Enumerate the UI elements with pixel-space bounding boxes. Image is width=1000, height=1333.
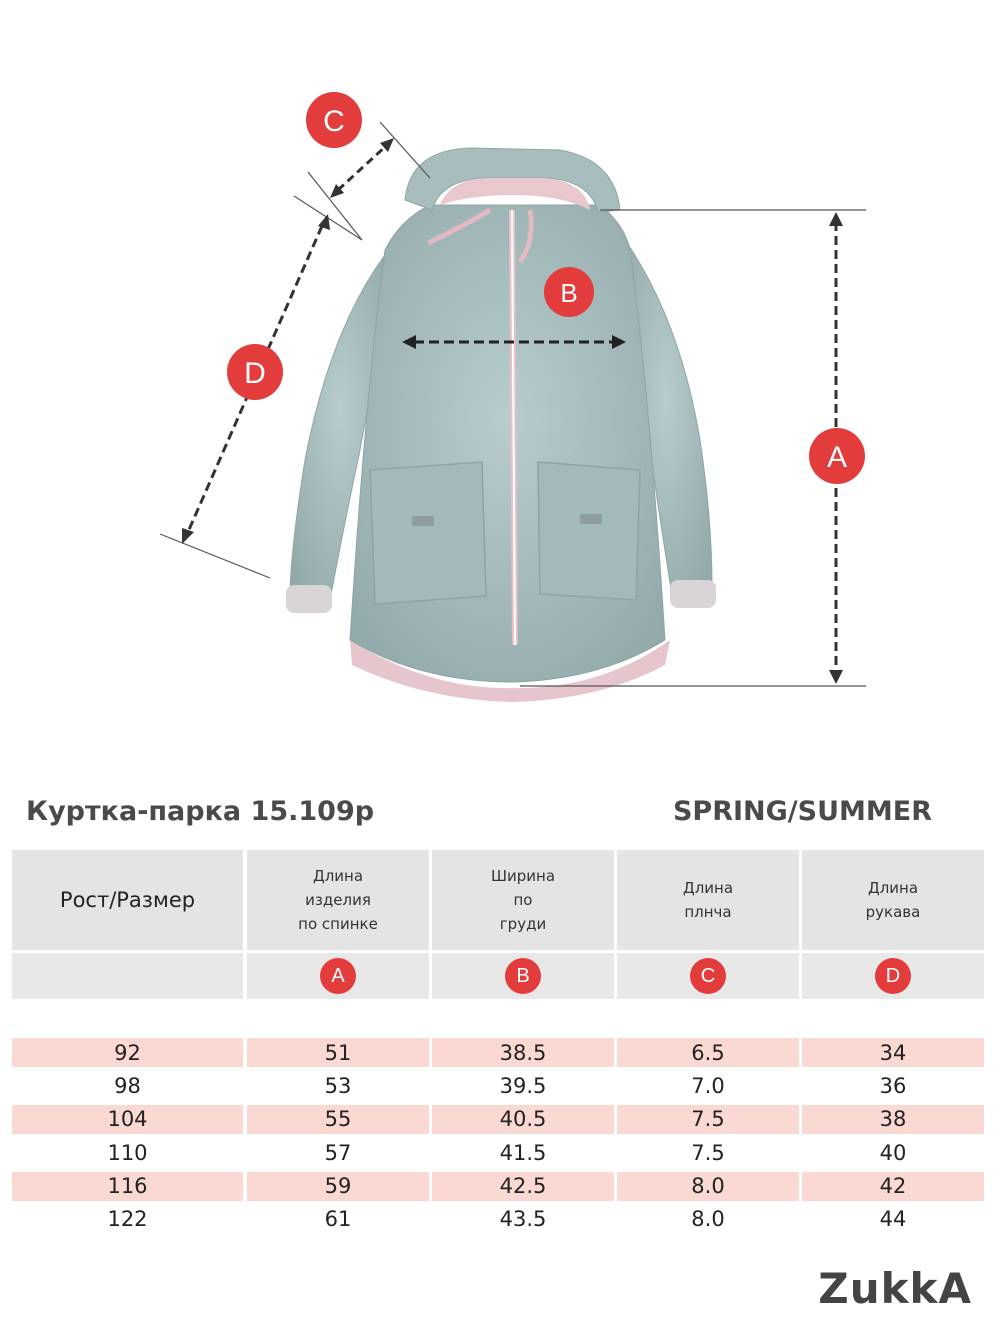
- guide-c-2: [308, 172, 362, 240]
- header-sleeve-length-line1: Длина: [867, 879, 919, 897]
- cell-chest-width: 38.5: [432, 1038, 614, 1067]
- header-chest-width-line3: груди: [499, 915, 547, 933]
- svg-text:B: B: [560, 278, 578, 308]
- badge-b: B: [505, 958, 541, 994]
- marker-d: [227, 344, 283, 400]
- table-row: [12, 1036, 984, 1069]
- cell-sleeve-length: 40: [879, 1140, 907, 1165]
- product-title: Куртка-парка 15.109р: [26, 796, 375, 827]
- cell-height: 116: [12, 1172, 243, 1201]
- cell-shoulder-length: 7.5: [691, 1140, 725, 1165]
- header-sleeve-length-line2: рукава: [865, 903, 921, 921]
- header-back-length-line1: Длина: [312, 867, 364, 885]
- header-chest-width: [432, 850, 614, 950]
- season-label: SPRING/SUMMER: [672, 796, 932, 827]
- table-row: [12, 1136, 984, 1169]
- table-marker-row: [12, 953, 984, 999]
- header-chest-width-line2: по: [513, 891, 533, 909]
- cell-sleeve-length: 42: [802, 1172, 984, 1201]
- cell-height: 122: [107, 1207, 148, 1232]
- cell-height: 92: [12, 1038, 243, 1067]
- cell-shoulder-length: 8.0: [617, 1172, 799, 1201]
- cell-back-length: 61: [324, 1207, 352, 1232]
- jacket-body: [350, 205, 665, 682]
- cell-shoulder-length: 8.0: [691, 1207, 725, 1232]
- header-back-length: [247, 850, 429, 950]
- table-row: [12, 1103, 984, 1136]
- cell-back-length: 59: [247, 1172, 429, 1201]
- cell-back-length: 55: [247, 1105, 429, 1134]
- marker-cell-c: [617, 953, 799, 999]
- header-shoulder-length: [617, 850, 799, 950]
- header-back-length-line2: изделия: [305, 891, 371, 909]
- marker-cell-empty: [12, 953, 243, 999]
- table-header-row: [12, 850, 984, 950]
- right-cuff: [670, 580, 716, 608]
- badge-a: A: [320, 958, 356, 994]
- marker-a: [809, 428, 865, 484]
- arrow-a-head-top: [829, 212, 843, 226]
- cell-back-length: 57: [324, 1140, 352, 1165]
- guide-d-2: [160, 534, 270, 578]
- svg-text:C: C: [323, 105, 345, 138]
- table-row: [12, 1203, 984, 1236]
- svg-text:D: D: [244, 357, 266, 390]
- arrow-a-head-bottom: [829, 670, 843, 684]
- arrow-d-head-bottom: [182, 528, 194, 544]
- header-shoulder-length-line1: Длина: [682, 879, 734, 897]
- cell-back-length: 51: [247, 1038, 429, 1067]
- cell-sleeve-length: 36: [879, 1073, 907, 1098]
- cell-shoulder-length: 7.0: [691, 1073, 725, 1098]
- right-pocket: [538, 462, 640, 600]
- svg-text:A: A: [826, 441, 848, 474]
- cell-chest-width: 40.5: [432, 1105, 614, 1134]
- header-back-length-line3: по спинке: [298, 915, 378, 933]
- cell-height: 98: [114, 1073, 141, 1098]
- right-pocket-tab: [580, 514, 602, 524]
- cell-sleeve-length: 34: [802, 1038, 984, 1067]
- left-pocket-tab: [412, 516, 434, 526]
- left-pocket: [370, 462, 486, 604]
- header-chest-width-line1: Ширина: [490, 867, 556, 885]
- cell-shoulder-length: 6.5: [617, 1038, 799, 1067]
- cell-sleeve-length: 38: [802, 1105, 984, 1134]
- header-height-size: Рост/Размер: [12, 850, 243, 950]
- marker-c: [306, 92, 362, 148]
- cell-shoulder-length: 7.5: [617, 1105, 799, 1134]
- header-shoulder-length-line2: плнча: [684, 903, 732, 921]
- table-row: [12, 1170, 984, 1203]
- cell-height: 110: [107, 1140, 148, 1165]
- marker-cell-b: [432, 953, 614, 999]
- left-cuff: [286, 585, 332, 613]
- marker-cell-a: [247, 953, 429, 999]
- cell-back-length: 53: [324, 1073, 352, 1098]
- badge-d: D: [875, 958, 911, 994]
- cell-chest-width: 42.5: [432, 1172, 614, 1201]
- cell-chest-width: 39.5: [499, 1073, 547, 1098]
- marker-cell-d: [802, 953, 984, 999]
- cell-sleeve-length: 44: [879, 1207, 907, 1232]
- table-row: [12, 1069, 984, 1102]
- arrow-c: [338, 146, 386, 190]
- size-table-body: [12, 1036, 984, 1236]
- brand-logo: ZukkA: [818, 1264, 972, 1313]
- cell-height: 104: [12, 1105, 243, 1134]
- marker-b: [544, 267, 594, 317]
- header-sleeve-length: [802, 850, 984, 950]
- cell-chest-width: 41.5: [499, 1140, 547, 1165]
- badge-c: C: [690, 958, 726, 994]
- cell-chest-width: 43.5: [499, 1207, 547, 1232]
